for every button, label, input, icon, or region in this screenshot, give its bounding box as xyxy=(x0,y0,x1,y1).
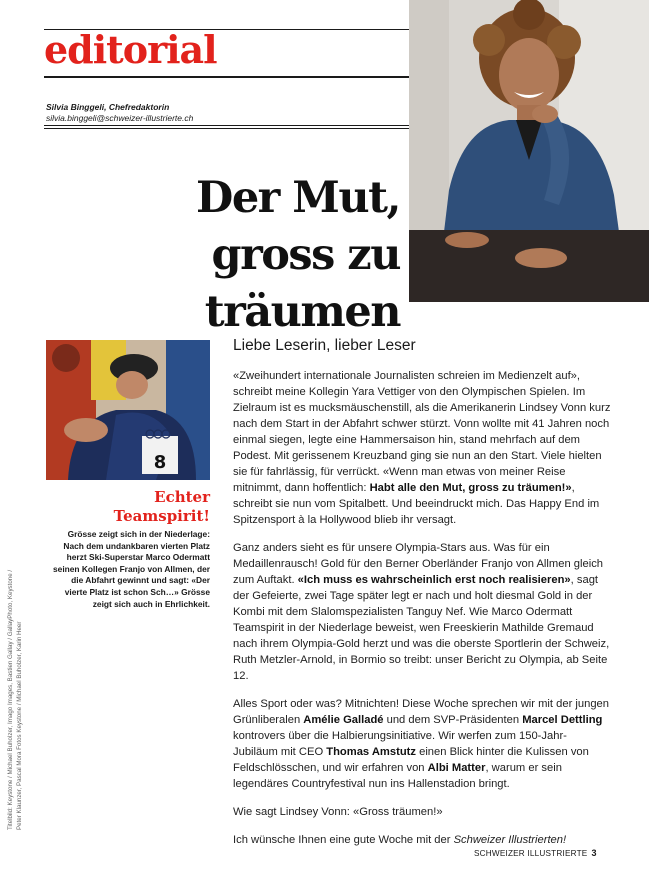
page-number: 3 xyxy=(591,848,597,858)
author-email[interactable]: silvia.binggeli@schweizer-illustrierte.ch xyxy=(46,113,194,123)
p3-text-5: , warum er sein legendäres Countryfestival nun ins Hallenstadion bringt. xyxy=(233,762,562,790)
byline xyxy=(46,102,193,124)
p3-text-2: und dem SVP-Präsidenten xyxy=(383,714,523,726)
author-portrait xyxy=(409,0,649,302)
headline-line-1: Der Mut, xyxy=(196,173,400,223)
p2-text-end: , sagt der Gefeierte, zwei Tage später legt er nach und holt diesmal Gold in der Kombi mit dem Slalomspezialisten Tanguy Nef. Wie Marco Odermatt Teamspirit in der Niederlage beweist, wen Freeskierin Mathilde Gremaud nach ihrem Olympia-Gold herzt und was die oberste Sportlerin der Schweiz, Ruth Metzler-Arnold, in Bormio so treibt: unser Bericht zu Olympia, ab Seite 12. xyxy=(233,574,610,682)
caption-title-line-1: Echter xyxy=(154,488,210,506)
magazine-name: SCHWEIZER ILLUSTRIERTE xyxy=(474,849,588,858)
p3-bold-2: Marcel Dettling xyxy=(522,714,603,726)
caption-text: Grösse zeigt sich in der Niederlage: Nach dem undankbaren vierten Platz herzt Ski-Superstar Marco Odermatt seinen Kollegen Franjo von Allmen, der die Abfahrt gewinnt und sagt: «Der vierte Platz ist schon Sch…» Grösse zeigt sich auch in Ehrlichkeit. xyxy=(53,529,210,609)
paragraph-4: Wie sagt Lindsey Vonn: «Gross träumen!» xyxy=(233,806,443,818)
p3-text-4: einen Blick hinter die Kulissen von Feldschlösschen, und wir erfahren von xyxy=(233,746,589,774)
p3-text-3: kontrovers über die Halbierungsinitiative. Wir werfen zum 150-Jahr-Jubiläum mit CEO xyxy=(233,730,567,758)
paragraph-1 xyxy=(233,368,611,528)
p2-text: Ganz anders sieht es für unsere Olympia-Stars aus. Was für ein Medaillenrausch! Gold für den Berner Oberländer Franjo von Allmen gleich zum Auftakt. xyxy=(233,542,604,586)
p3-bold-4: Albi Matter xyxy=(427,762,486,774)
caption-title xyxy=(46,488,210,526)
paragraph-5 xyxy=(233,832,611,848)
byline-rule xyxy=(44,125,409,126)
page-footer xyxy=(474,848,597,858)
headline-line-2: gross zu träumen xyxy=(204,230,400,337)
section-title: editorial xyxy=(44,27,217,72)
p3-bold-3: Thomas Amstutz xyxy=(326,746,416,758)
article-body xyxy=(233,368,611,860)
p1-text: «Zweihundert internationale Journalisten schreien im Medienzelt auf», schreibt meine Kollegin Yara Vettiger von den Olympischen Spielen. Im Zielraum ist es mucksmäuschenstill, als die Amerikanerin Lindsey Vonn kurz nach dem Start in der Abfahrt schwer stürzt. Vonn wollte mit 41 Jahren noch einmal siegen, legte eine Hammersaison hin, stand mehrfach auf dem Podest. Mit gerissenem Kreuzband ging sie nun an den Start. Viele hielten sie für fahrlässig, für verrückt. «Wenn man etwas von meiner Reise mitnimmt, dann hoffentlich: xyxy=(233,370,611,494)
p3-text: Alles Sport oder was? Mitnichten! Diese Woche sprechen wir mit der jungen Grünliberalen xyxy=(233,698,609,726)
p5-text: Ich wünsche Ihnen eine gute Woche mit der xyxy=(233,834,454,846)
bib-number: 8 xyxy=(153,452,167,473)
byline-rule-2 xyxy=(44,128,409,129)
p1-text-end: , schreibt sie nun vom Spitalbett. Und beeindruckt mich. Das Happy End im Spitzensport à la Hollywood blieb ihr versagt. xyxy=(233,482,600,526)
title-rule xyxy=(44,76,409,78)
p1-bold: Habt alle den Mut, gross zu träumen!» xyxy=(369,482,572,494)
salutation: Liebe Leserin, lieber Leser xyxy=(233,337,416,354)
p3-bold-1: Amélie Galladé xyxy=(303,714,384,726)
p5-italic: Schweizer Illustrierten! xyxy=(453,834,567,846)
ski-photo xyxy=(46,340,210,480)
caption-title-line-2: Teamspirit! xyxy=(113,507,210,525)
photo-credits: Titelbild: Keystone / Michael Buholzer, Imago Images, Bastien Gallay / GallayPhoto, Keystone / Peter Klaunzer, Pascal Mora Fotos Keystone / Michael Buholzer, Karin Heer xyxy=(7,569,23,830)
paragraph-2 xyxy=(233,540,611,684)
paragraph-3 xyxy=(233,696,611,792)
author-name: Silvia Binggeli, Chefredaktorin xyxy=(46,102,170,112)
headline xyxy=(40,170,400,341)
p2-bold: «Ich muss es wahrscheinlich erst noch realisieren» xyxy=(297,574,571,586)
